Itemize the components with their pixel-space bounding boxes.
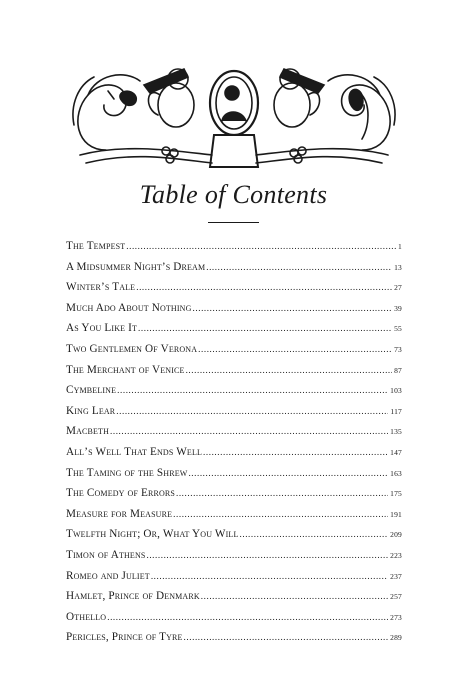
toc-entry-page: 87	[394, 365, 402, 375]
toc-entry-page: 209	[390, 530, 402, 540]
dot-leader	[176, 483, 388, 504]
toc-entry-title: Timon of Athens	[66, 548, 146, 561]
toc-entry-page: 27	[394, 283, 402, 293]
toc-entry-page: 163	[390, 468, 402, 478]
dot-leader	[110, 421, 388, 442]
toc-entry-page: 257	[390, 592, 402, 602]
toc-entry-title: Much Ado About Nothing	[66, 301, 192, 314]
title-divider	[208, 222, 259, 223]
toc-entry[interactable]	[66, 318, 402, 339]
dot-leader	[107, 607, 388, 628]
dot-leader	[198, 339, 392, 360]
dot-leader	[126, 236, 396, 257]
toc-entry[interactable]	[66, 566, 402, 587]
toc-entry[interactable]	[66, 607, 402, 628]
toc-entry[interactable]	[66, 257, 402, 278]
dot-leader	[173, 504, 388, 525]
toc-entry-title: As You Like It	[66, 322, 138, 335]
toc-entry-page: 39	[394, 303, 402, 313]
toc-entry[interactable]	[66, 421, 402, 442]
toc-entry-page: 289	[390, 633, 402, 643]
dot-leader	[136, 277, 392, 298]
toc-entry[interactable]	[66, 339, 402, 360]
toc-entry-title: Hamlet, Prince of Denmark	[66, 590, 200, 603]
page-title: Table of Contents	[139, 180, 328, 209]
toc-entry-title: Two Gentlemen Of Verona	[66, 342, 198, 355]
toc-entry-title: Measure for Measure	[66, 507, 173, 520]
toc-entry[interactable]	[66, 627, 402, 648]
toc-entry[interactable]	[66, 586, 402, 607]
toc-entry[interactable]	[66, 380, 402, 401]
toc-entry[interactable]	[66, 360, 402, 381]
dot-leader	[193, 298, 393, 319]
toc-entry[interactable]	[66, 442, 402, 463]
toc-entry-page: 237	[390, 571, 402, 581]
dot-leader	[184, 627, 389, 648]
toc-entry-title: Cymbeline	[66, 384, 117, 397]
dot-leader	[203, 442, 388, 463]
toc-entry-title: The Taming of the Shrew	[66, 466, 188, 479]
toc-entry-page: 117	[390, 406, 402, 416]
toc-entry-title: A Midsummer Night’s Dream	[66, 260, 206, 273]
dot-leader	[240, 524, 389, 545]
toc-entry-page: 13	[394, 262, 402, 272]
dot-leader	[138, 318, 392, 339]
dot-leader	[146, 545, 388, 566]
toc-entry-title: The Merchant of Venice	[66, 363, 185, 376]
toc-entry-title: Romeo and Juliet	[66, 569, 150, 582]
dot-leader	[117, 380, 388, 401]
toc-entry[interactable]	[66, 524, 402, 545]
toc-entry-page: 55	[394, 324, 402, 334]
dot-leader	[201, 586, 388, 607]
toc-entry-page: 73	[394, 344, 402, 354]
toc-entry[interactable]	[66, 504, 402, 525]
dot-leader	[116, 401, 388, 422]
toc-entry[interactable]	[66, 545, 402, 566]
toc-entry[interactable]	[66, 463, 402, 484]
toc-entry-page: 135	[390, 427, 402, 437]
toc-entry[interactable]	[66, 236, 402, 257]
dot-leader	[206, 257, 392, 278]
toc-entry-title: King Lear	[66, 404, 116, 417]
decorative-cherub-banner-icon	[66, 55, 402, 172]
toc-entry-page: 273	[390, 612, 402, 622]
toc-entry-title: The Tempest	[66, 240, 126, 252]
toc-entry[interactable]	[66, 483, 402, 504]
toc-entry[interactable]	[66, 277, 402, 298]
dot-leader	[151, 566, 388, 587]
toc-entry[interactable]	[66, 401, 402, 422]
toc-entry-title: Twelfth Night; Or, What You Will	[66, 528, 239, 541]
toc-entry-page: 223	[390, 550, 402, 560]
toc-entry-title: Winter’s Tale	[66, 281, 136, 294]
toc-entry-page: 175	[390, 489, 402, 499]
toc-entry-title: Pericles, Prince of Tyre	[66, 631, 183, 644]
toc-entry-title: Macbeth	[66, 425, 109, 438]
toc-entry-title: Othello	[66, 610, 107, 623]
toc-entry-page: 191	[390, 509, 402, 519]
table-of-contents	[66, 236, 402, 648]
dot-leader	[186, 360, 393, 381]
toc-entry-page: 103	[390, 386, 402, 396]
toc-entry-page: 147	[390, 447, 402, 457]
toc-entry-title: All’s Well That Ends Well	[66, 445, 203, 458]
toc-entry-title: The Comedy of Errors	[66, 487, 175, 500]
toc-entry[interactable]	[66, 298, 402, 319]
dot-leader	[188, 463, 388, 484]
toc-entry-page: 1	[398, 242, 402, 251]
